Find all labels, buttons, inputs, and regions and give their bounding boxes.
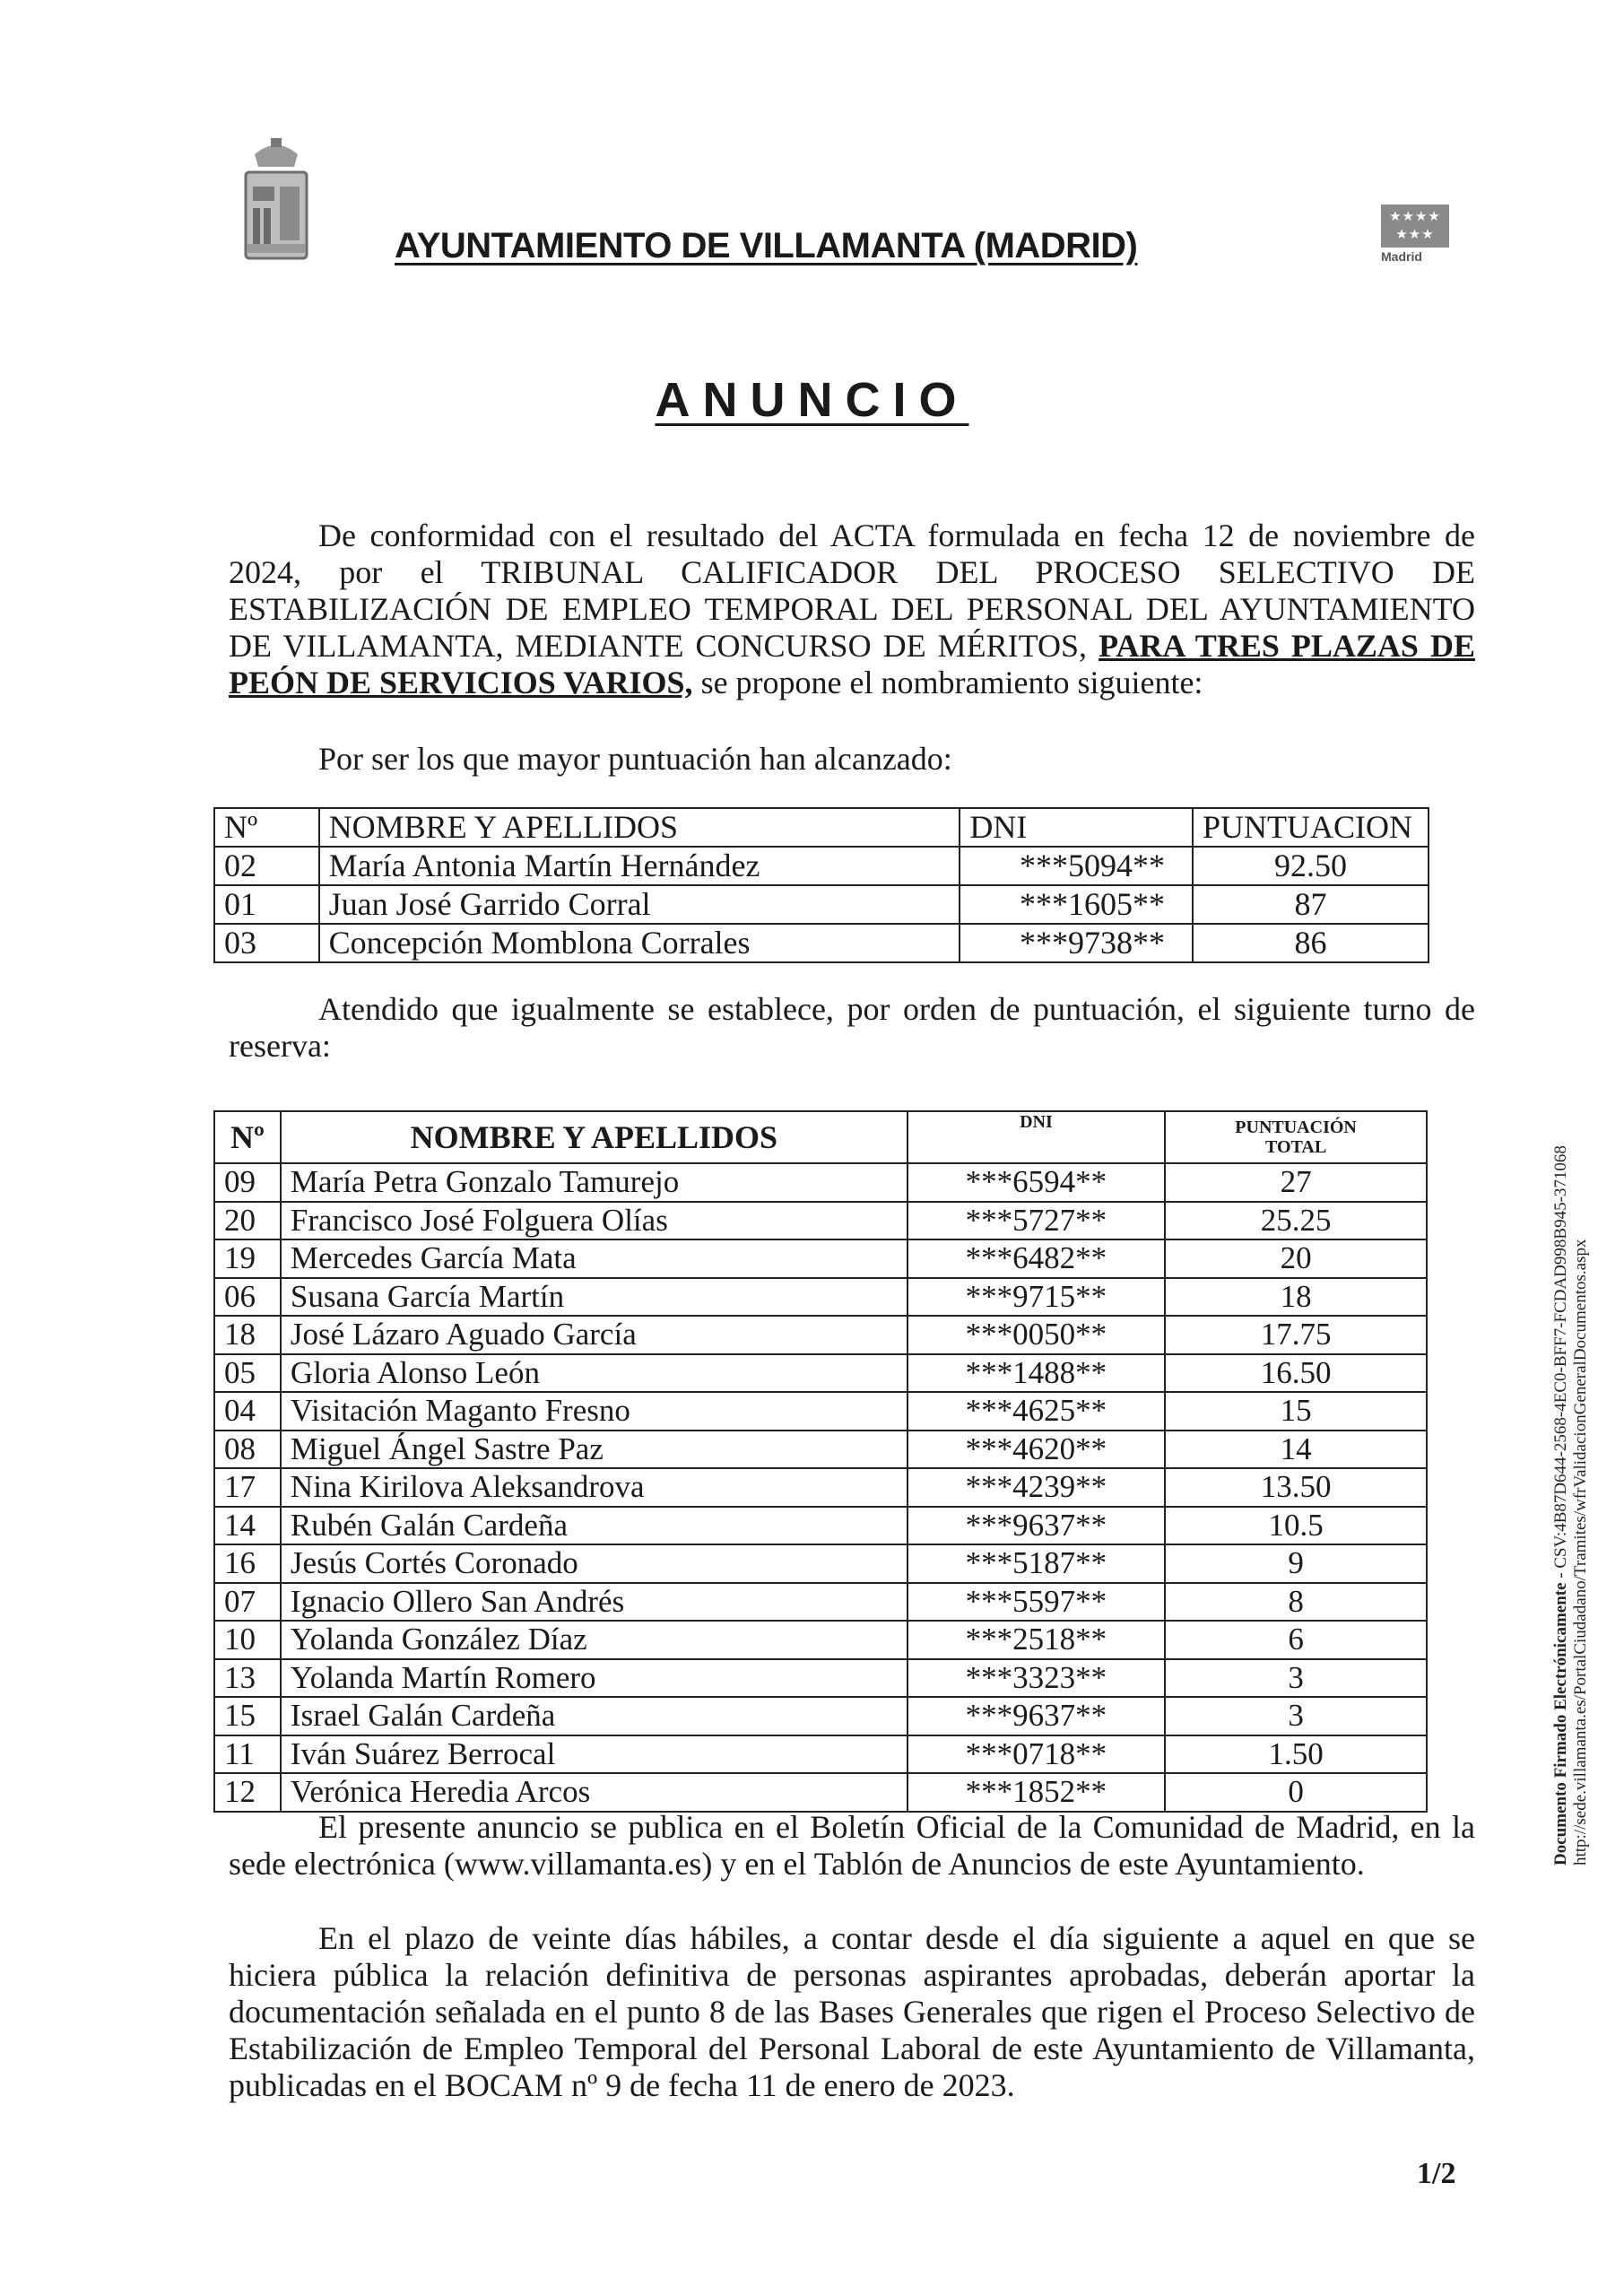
row-score: 14	[1165, 1431, 1427, 1469]
row-dni: ***2518**	[908, 1621, 1165, 1659]
table-row	[214, 1202, 1427, 1240]
table-row	[214, 847, 1429, 885]
row-dni: ***6594**	[908, 1163, 1165, 1202]
intro-emphasis: PARA TRES PLAZAS DE PEÓN DE SERVICIOS VARIOS,	[229, 628, 1475, 700]
row-dni: ***9738**	[960, 924, 1193, 962]
table-row	[214, 1278, 1427, 1317]
row-name: Miguel Ángel Sastre Paz	[281, 1431, 908, 1469]
row-score: 9	[1165, 1544, 1427, 1583]
row-score: 87	[1193, 885, 1429, 924]
row-score: 1.50	[1165, 1735, 1427, 1774]
column-header-dni: DNI	[960, 808, 1193, 847]
row-dni: ***5597**	[908, 1583, 1165, 1622]
row-name: Visitación Maganto Fresno	[281, 1392, 908, 1431]
row-number: 04	[214, 1392, 281, 1431]
row-name: José Lázaro Aguado García	[281, 1316, 908, 1354]
verification-url[interactable]: http://sede.villamanta.es/PortalCiudadano/Tramites/wfrValidacionGeneralDocumentos.aspx	[1571, 1239, 1590, 1866]
row-name: Verónica Heredia Arcos	[281, 1773, 908, 1812]
row-number: 15	[214, 1697, 281, 1735]
column-header-dni: DNI	[908, 1111, 1165, 1163]
row-score: 18	[1165, 1278, 1427, 1317]
row-dni: ***9637**	[908, 1697, 1165, 1735]
row-name: Iván Suárez Berrocal	[281, 1735, 908, 1774]
municipality-heading: AYUNTAMIENTO DE VILLAMANTA (MADRID)	[395, 226, 1138, 265]
table-row	[214, 1544, 1427, 1583]
row-number: 17	[214, 1468, 281, 1507]
deadline-text: En el plazo de veinte días hábiles, a contar desde el día siguiente a aquel en que se hiciera pública la relación definitiva de personas aspirantes aprobadas, deberán aportar la documentación señalada en el punto 8 de las Bases Generales que rigen el Proceso Selectivo de Estabilización de Empleo Temporal del Personal Laboral de este Ayuntamiento de Villamanta, publicadas en el BOCAM nº 9 de fecha 11 de enero de 2023.	[229, 1920, 1475, 2103]
row-score: 92.50	[1193, 847, 1429, 885]
intro-paragraph	[229, 517, 1475, 701]
row-name: Yolanda González Díaz	[281, 1621, 908, 1659]
row-number: 01	[214, 885, 319, 924]
row-number: 10	[214, 1621, 281, 1659]
row-name: Rubén Galán Cardeña	[281, 1507, 908, 1545]
signature-label: Documento Firmado Electrónicamente	[1551, 1582, 1570, 1866]
row-name: Yolanda Martín Romero	[281, 1659, 908, 1698]
table-row	[214, 1163, 1427, 1202]
table-header-row	[214, 808, 1429, 847]
row-number: 02	[214, 847, 319, 885]
row-dni: ***4620**	[908, 1431, 1165, 1469]
column-header-number: Nº	[214, 808, 319, 847]
row-score: 25.25	[1165, 1202, 1427, 1240]
document-title: ANUNCIO	[655, 373, 969, 427]
row-dni: ***0050**	[908, 1316, 1165, 1354]
row-dni: ***0718**	[908, 1735, 1165, 1774]
reserve-intro-text: Atendido que igualmente se establece, por orden de puntuación, el siguiente turno de reserva:	[229, 991, 1475, 1064]
reserve-list-table	[213, 1110, 1428, 1813]
reserve-intro	[229, 991, 1475, 1065]
table-header-row	[214, 1111, 1427, 1163]
row-dni: ***4239**	[908, 1468, 1165, 1507]
intro-text-after: se propone el nombramiento siguiente:	[692, 665, 1203, 700]
table-row	[214, 1392, 1427, 1431]
table-row	[214, 1431, 1427, 1469]
row-number: 07	[214, 1583, 281, 1622]
row-score: 8	[1165, 1583, 1427, 1622]
row-name: Concepción Momblona Corrales	[319, 924, 960, 962]
table-row	[214, 1773, 1427, 1812]
selected-candidates-table	[213, 807, 1429, 963]
row-dni: ***9637**	[908, 1507, 1165, 1545]
electronic-signature-note	[1551, 969, 1590, 1866]
row-score: 86	[1193, 924, 1429, 962]
column-header-name: NOMBRE Y APELLIDOS	[281, 1111, 908, 1163]
column-header-name: NOMBRE Y APELLIDOS	[319, 808, 960, 847]
row-number: 13	[214, 1659, 281, 1698]
region-logo-wordmark: Madrid	[1381, 249, 1422, 264]
row-dni: ***9715**	[908, 1278, 1165, 1317]
selected-intro	[229, 741, 1475, 778]
column-header-number: Nº	[214, 1111, 281, 1163]
row-score: 13.50	[1165, 1468, 1427, 1507]
row-number: 19	[214, 1239, 281, 1278]
madrid-region-logo	[1381, 204, 1455, 267]
row-name: Francisco José Folguera Olías	[281, 1202, 908, 1240]
table-row	[214, 1735, 1427, 1774]
row-number: 16	[214, 1544, 281, 1583]
row-number: 12	[214, 1773, 281, 1812]
table-row	[214, 1697, 1427, 1735]
table-row	[214, 1239, 1427, 1278]
row-score: 17.75	[1165, 1316, 1427, 1354]
row-name: Ignacio Ollero San Andrés	[281, 1583, 908, 1622]
table-row	[214, 1316, 1427, 1354]
row-name: Mercedes García Mata	[281, 1239, 908, 1278]
publication-text: El presente anuncio se publica en el Boletín Oficial de la Comunidad de Madrid, en la sede electrónica (www.villamanta.es) y en el Tablón de Anuncios de este Ayuntamiento.	[229, 1809, 1475, 1882]
row-score: 3	[1165, 1697, 1427, 1735]
row-dni: ***5094**	[960, 847, 1193, 885]
row-score: 15	[1165, 1392, 1427, 1431]
table-row	[214, 1583, 1427, 1622]
region-flag-stars: ★★★★ ★★★	[1381, 204, 1449, 248]
row-dni: ***4625**	[908, 1392, 1165, 1431]
row-score: 6	[1165, 1621, 1427, 1659]
table-row	[214, 1354, 1427, 1393]
row-name: María Antonia Martín Hernández	[319, 847, 960, 885]
row-dni: ***1488**	[908, 1354, 1165, 1393]
signature-csv: - CSV:4B87D644-2568-4EC0-BFF7-FCDAD998B945-371068	[1551, 1145, 1570, 1583]
row-number: 05	[214, 1354, 281, 1393]
coat-of-arms-icon	[235, 136, 317, 271]
row-dni: ***3323**	[908, 1659, 1165, 1698]
row-number: 18	[214, 1316, 281, 1354]
row-name: Israel Galán Cardeña	[281, 1697, 908, 1735]
page-number: 1/2	[1417, 2157, 1456, 2190]
row-number: 11	[214, 1735, 281, 1774]
column-header-score: PUNTUACION	[1193, 808, 1429, 847]
table-row	[214, 924, 1429, 962]
row-dni: ***5187**	[908, 1544, 1165, 1583]
row-name: Susana García Martín	[281, 1278, 908, 1317]
row-number: 08	[214, 1431, 281, 1469]
row-number: 06	[214, 1278, 281, 1317]
table-row	[214, 885, 1429, 924]
row-dni: ***6482**	[908, 1239, 1165, 1278]
row-dni: ***1852**	[908, 1773, 1165, 1812]
row-score: 0	[1165, 1773, 1427, 1812]
row-name: Juan José Garrido Corral	[319, 885, 960, 924]
row-number: 09	[214, 1163, 281, 1202]
row-score: 20	[1165, 1239, 1427, 1278]
table-row	[214, 1468, 1427, 1507]
reserve-table-body	[214, 1163, 1427, 1812]
column-header-total-score: PUNTUACIÓN TOTAL	[1165, 1111, 1427, 1163]
row-score: 27	[1165, 1163, 1427, 1202]
row-name: Nina Kirilova Aleksandrova	[281, 1468, 908, 1507]
row-score: 3	[1165, 1659, 1427, 1698]
row-score: 10.5	[1165, 1507, 1427, 1545]
table-row	[214, 1507, 1427, 1545]
row-name: Gloria Alonso León	[281, 1354, 908, 1393]
table-row	[214, 1621, 1427, 1659]
deadline-paragraph	[229, 1920, 1475, 2104]
row-dni: ***5727**	[908, 1202, 1165, 1240]
table-row	[214, 1659, 1427, 1698]
intro-text-before: De conformidad con el resultado del ACTA formulada en fecha 12 de noviembre de 2024, por el TRIBUNAL CALIFICADOR DEL PROCESO SELECTIVO DE ESTABILIZACIÓN DE EMPLEO TEMPORAL DEL PERSONAL DEL AYUNTAMIENTO DE VILLAMANTA, MEDIANTE CONCURSO DE MÉRITOS,	[229, 517, 1475, 664]
row-number: 14	[214, 1507, 281, 1545]
publication-paragraph	[229, 1809, 1475, 1883]
row-number: 03	[214, 924, 319, 962]
row-name: Jesús Cortés Coronado	[281, 1544, 908, 1583]
selected-intro-text: Por ser los que mayor puntuación han alcanzado:	[318, 741, 952, 777]
row-number: 20	[214, 1202, 281, 1240]
row-dni: ***1605**	[960, 885, 1193, 924]
row-name: María Petra Gonzalo Tamurejo	[281, 1163, 908, 1202]
row-score: 16.50	[1165, 1354, 1427, 1393]
